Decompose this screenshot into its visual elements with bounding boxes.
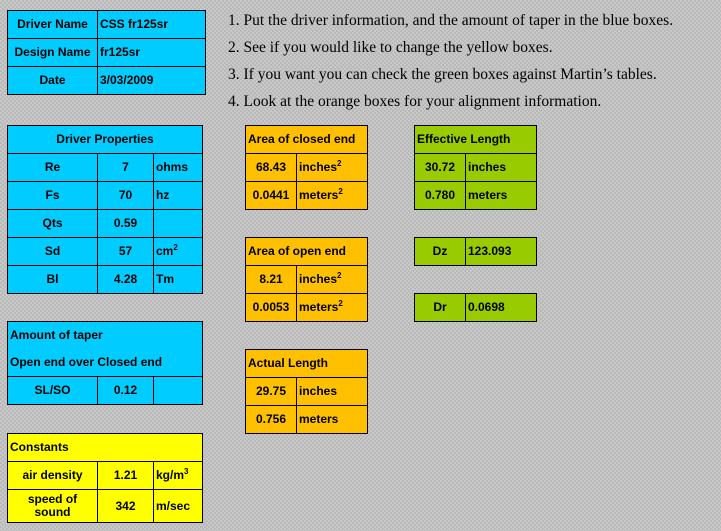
dz-row <box>415 238 537 266</box>
effective-length-inches-row <box>415 154 537 182</box>
sd-unit-sup: 2 <box>173 243 178 252</box>
instruction-item: 3. If you want you can check the green boxes against Martin’s tables. <box>228 66 657 83</box>
fs-label: Fs <box>8 182 98 210</box>
constants-title: Constants <box>8 434 203 462</box>
instruction-item: 1. Put the driver information, and the amount of taper in the blue boxes. <box>228 12 674 29</box>
re-label: Re <box>8 154 98 182</box>
area-open-title: Area of open end <box>246 238 368 266</box>
fs-value[interactable]: 70 <box>98 182 154 210</box>
actual-length-inches-row <box>246 378 368 406</box>
design-name-label: Design Name <box>8 39 98 67</box>
area-open-inches-value: 8.21 <box>246 266 297 294</box>
effective-length-header <box>415 126 537 154</box>
speed-of-sound-label <box>8 490 98 523</box>
taper-empty-cell <box>154 377 203 405</box>
design-name-row <box>8 39 206 67</box>
date-value[interactable]: 3/03/2009 <box>98 67 206 95</box>
design-name-value[interactable]: fr125sr <box>98 39 206 67</box>
actual-length-header <box>246 350 368 378</box>
actual-length-title: Actual Length <box>246 350 368 378</box>
area-closed-inches-row <box>246 154 368 182</box>
dz-table <box>414 237 537 266</box>
area-open-meters-row <box>246 294 368 322</box>
effective-length-meters-unit: meters <box>466 182 537 210</box>
actual-length-meters-value: 0.756 <box>246 406 297 434</box>
actual-length-meters-row <box>246 406 368 434</box>
taper-subtitle: Open end over Closed end <box>8 349 203 377</box>
property-row-qts <box>8 210 203 238</box>
taper-table <box>7 321 203 405</box>
area-closed-table <box>245 125 368 210</box>
constants-table <box>7 433 203 523</box>
speed-of-sound-row <box>8 490 203 523</box>
instruction-item: 2. See if you would like to change the yellow boxes. <box>228 39 553 56</box>
speed-of-sound-value[interactable]: 342 <box>98 490 154 523</box>
sd-value[interactable]: 57 <box>98 238 154 266</box>
speed-of-sound-unit: m/sec <box>154 490 203 523</box>
area-open-meters-unit <box>297 294 368 322</box>
sd-unit-text: cm <box>156 244 174 258</box>
area-open-header <box>246 238 368 266</box>
effective-length-meters-row <box>415 182 537 210</box>
actual-length-inches-value: 29.75 <box>246 378 297 406</box>
instructions-list <box>228 10 673 118</box>
qts-label: Qts <box>8 210 98 238</box>
constants-header <box>8 434 203 462</box>
area-closed-meters-unit-text: meters <box>299 188 339 202</box>
driver-name-value[interactable]: CSS fr125sr <box>98 11 206 39</box>
area-open-meters-unit-sup: 2 <box>338 299 343 308</box>
driver-properties-title: Driver Properties <box>8 126 203 154</box>
effective-length-meters-value: 0.780 <box>415 182 466 210</box>
driver-properties-table <box>7 125 203 294</box>
taper-value-row <box>8 377 203 405</box>
area-open-meters-unit-text: meters <box>299 300 339 314</box>
area-closed-meters-unit <box>297 182 368 210</box>
fs-unit: hz <box>154 182 203 210</box>
air-density-unit <box>154 462 203 490</box>
date-label: Date <box>8 67 98 95</box>
taper-title: Amount of taper <box>8 322 203 350</box>
driver-info-table <box>7 10 206 95</box>
taper-subtitle-row <box>8 349 203 377</box>
area-open-inches-unit <box>297 266 368 294</box>
area-closed-inches-unit <box>297 154 368 182</box>
air-density-unit-text: kg/m <box>156 468 185 482</box>
instruction-item: 4. Look at the orange boxes for your alignment information. <box>228 93 602 110</box>
sd-unit <box>154 238 203 266</box>
actual-length-table <box>245 349 368 434</box>
area-closed-title: Area of closed end <box>246 126 368 154</box>
effective-length-inches-unit: inches <box>466 154 537 182</box>
air-density-unit-sup: 3 <box>184 467 189 476</box>
effective-length-inches-value: 30.72 <box>415 154 466 182</box>
area-open-inches-unit-text: inches <box>299 272 338 286</box>
dz-label: Dz <box>415 238 466 266</box>
area-closed-meters-row <box>246 182 368 210</box>
area-closed-header <box>246 126 368 154</box>
area-closed-inches-unit-text: inches <box>299 160 338 174</box>
sd-label: Sd <box>8 238 98 266</box>
taper-title-row <box>8 322 203 350</box>
bl-label: Bl <box>8 266 98 294</box>
driver-name-row <box>8 11 206 39</box>
effective-length-table <box>414 125 537 210</box>
bl-value[interactable]: 4.28 <box>98 266 154 294</box>
dr-row <box>415 294 537 322</box>
speed-of-sound-label-line2: sound <box>34 505 71 519</box>
area-open-meters-value: 0.0053 <box>246 294 297 322</box>
actual-length-inches-unit: inches <box>297 378 368 406</box>
property-row-sd <box>8 238 203 266</box>
driver-properties-header <box>8 126 203 154</box>
area-closed-inches-unit-sup: 2 <box>337 159 342 168</box>
re-unit: ohms <box>154 154 203 182</box>
dz-value: 123.093 <box>466 238 537 266</box>
sl-so-value[interactable]: 0.12 <box>98 377 154 405</box>
sl-so-label: SL/SO <box>8 377 98 405</box>
date-row <box>8 67 206 95</box>
qts-unit <box>154 210 203 238</box>
driver-name-label: Driver Name <box>8 11 98 39</box>
property-row-fs <box>8 182 203 210</box>
area-closed-meters-value: 0.0441 <box>246 182 297 210</box>
effective-length-title: Effective Length <box>415 126 537 154</box>
dr-table <box>414 293 537 322</box>
dr-label: Dr <box>415 294 466 322</box>
area-closed-inches-value: 68.43 <box>246 154 297 182</box>
actual-length-meters-unit: meters <box>297 406 368 434</box>
air-density-row <box>8 462 203 490</box>
air-density-label: air density <box>8 462 98 490</box>
area-open-inches-row <box>246 266 368 294</box>
property-row-re <box>8 154 203 182</box>
area-closed-meters-unit-sup: 2 <box>338 187 343 196</box>
bl-unit: Tm <box>154 266 203 294</box>
qts-value[interactable]: 0.59 <box>98 210 154 238</box>
re-value[interactable]: 7 <box>98 154 154 182</box>
property-row-bl <box>8 266 203 294</box>
area-open-inches-unit-sup: 2 <box>337 271 342 280</box>
area-open-table <box>245 237 368 322</box>
speed-of-sound-label-line1: speed of <box>27 492 78 506</box>
dr-value: 0.0698 <box>466 294 537 322</box>
air-density-value[interactable]: 1.21 <box>98 462 154 490</box>
